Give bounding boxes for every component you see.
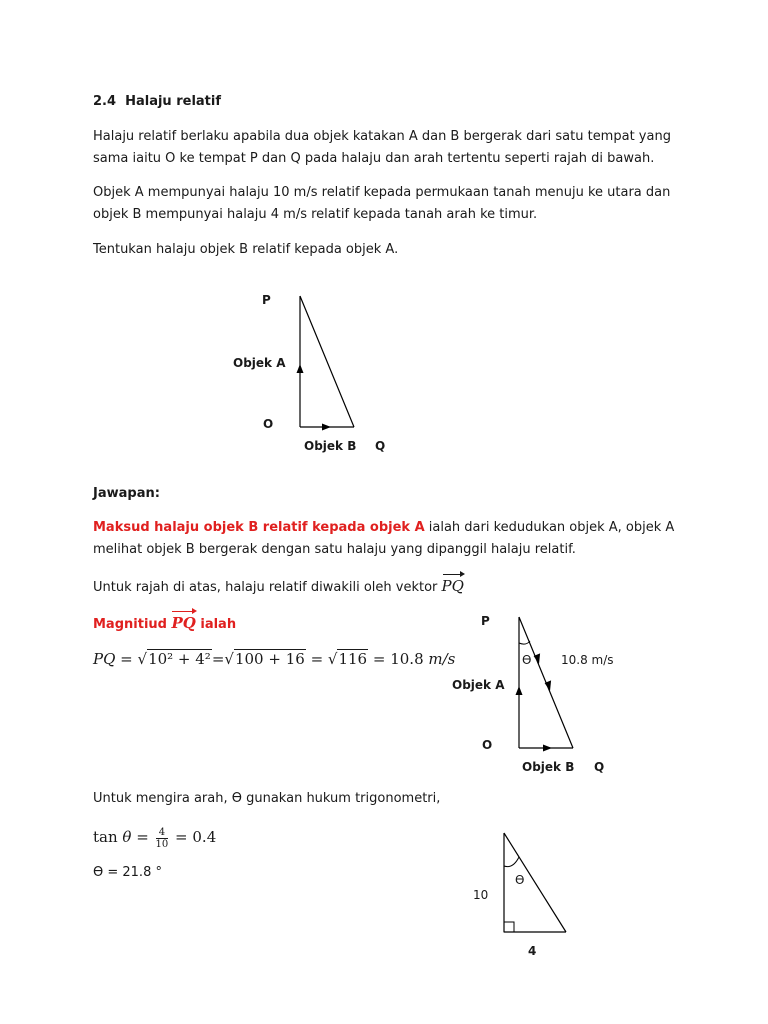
vector-line-text: Untuk rajah di atas, halaju relatif diwakili oleh vektor	[93, 580, 442, 595]
diagram-1-label-objek-b: Objek B	[304, 439, 357, 453]
right-angle-icon	[504, 922, 514, 932]
tan-equation: tan θ = $\frac{4}{10}$ = 0.4	[93, 826, 217, 850]
paragraph-2-line-1: Objek A mempunyai halaju 10 m/s relatif kepada permukaan tanah menuju ke utara dan	[93, 185, 671, 200]
magnitude-label: Magnitiud	[93, 617, 172, 632]
eq-result: 10.8	[390, 650, 424, 668]
eq-term-2: 100 + 16	[234, 650, 305, 668]
diagram-2-label-speed: 10.8 m/s	[561, 653, 614, 667]
diagram-1-label-p: P	[262, 293, 271, 307]
diagram-2-label-o: O	[482, 738, 493, 752]
eq-term-3: 116	[338, 650, 368, 668]
diagram-1-label-o: O	[263, 417, 274, 431]
eq-lhs: PQ	[93, 650, 116, 668]
paragraph-1-line-2: sama iaitu O ke tempat P dan Q pada halaju dan arah tertentu seperti rajah di bawah.	[93, 151, 655, 166]
paragraph-3: Tentukan halaju objek B relatif kepada objek A.	[93, 242, 399, 257]
diagram-2-label-p: P	[481, 614, 490, 628]
tan-theta: θ	[122, 828, 132, 846]
eq-term-1: 10² + 4²	[148, 650, 211, 668]
diagram-2-label-objek-b: Objek B	[522, 760, 575, 774]
eq-unit: m/s	[428, 650, 456, 668]
tan-den: 10	[155, 838, 169, 850]
diagram-3-label-4: 4	[528, 944, 537, 958]
magnitude-equation: PQ = √10² + 4²=√100 + 16 = √116 = 10.8 m/s	[93, 650, 456, 668]
tan-result: 0.4	[192, 828, 217, 846]
answer-highlight: Maksud halaju objek B relatif kepada objek A	[93, 520, 425, 535]
diagram-3-label-theta: ϴ	[515, 873, 525, 887]
section-number: 2.4	[93, 94, 117, 109]
direction-text: Untuk mengira arah, ϴ gunakan hukum trigonometri,	[93, 791, 441, 806]
diagram-1-label-objek-a: Objek A	[233, 356, 286, 370]
diagram-1-label-q: Q	[375, 439, 386, 453]
tan-lhs: tan	[93, 828, 123, 846]
diagram-2-label-q: Q	[594, 760, 605, 774]
vector-pq: PQ	[441, 577, 464, 595]
diagram-3-label-10: 10	[473, 888, 489, 902]
paragraph-2-line-2: objek B mempunyai halaju 4 m/s relatif kepada tanah arah ke timur.	[93, 207, 538, 222]
answer-line-2: melihat objek B bergerak dengan satu halaju yang dipanggil halaju relatif.	[93, 542, 576, 557]
diagram-2-label-theta: ϴ	[522, 653, 532, 667]
angle-arc	[504, 857, 519, 867]
magnitude-suffix: ialah	[195, 617, 237, 632]
magnitude-vector: PQ	[171, 614, 196, 632]
answer-line-1-rest: ialah dari kedudukan objek A, objek A	[424, 520, 675, 535]
section-title: Halaju relatif	[125, 94, 221, 109]
paragraph-1-line-1: Halaju relatif berlaku apabila dua objek katakan A dan B bergerak dari satu tempat yang	[93, 129, 671, 144]
diagram-2-label-objek-a: Objek A	[452, 678, 505, 692]
answer-heading: Jawapan:	[93, 486, 160, 501]
tan-num: 4	[158, 826, 166, 838]
theta-result: ϴ = 21.8 °	[93, 865, 162, 880]
